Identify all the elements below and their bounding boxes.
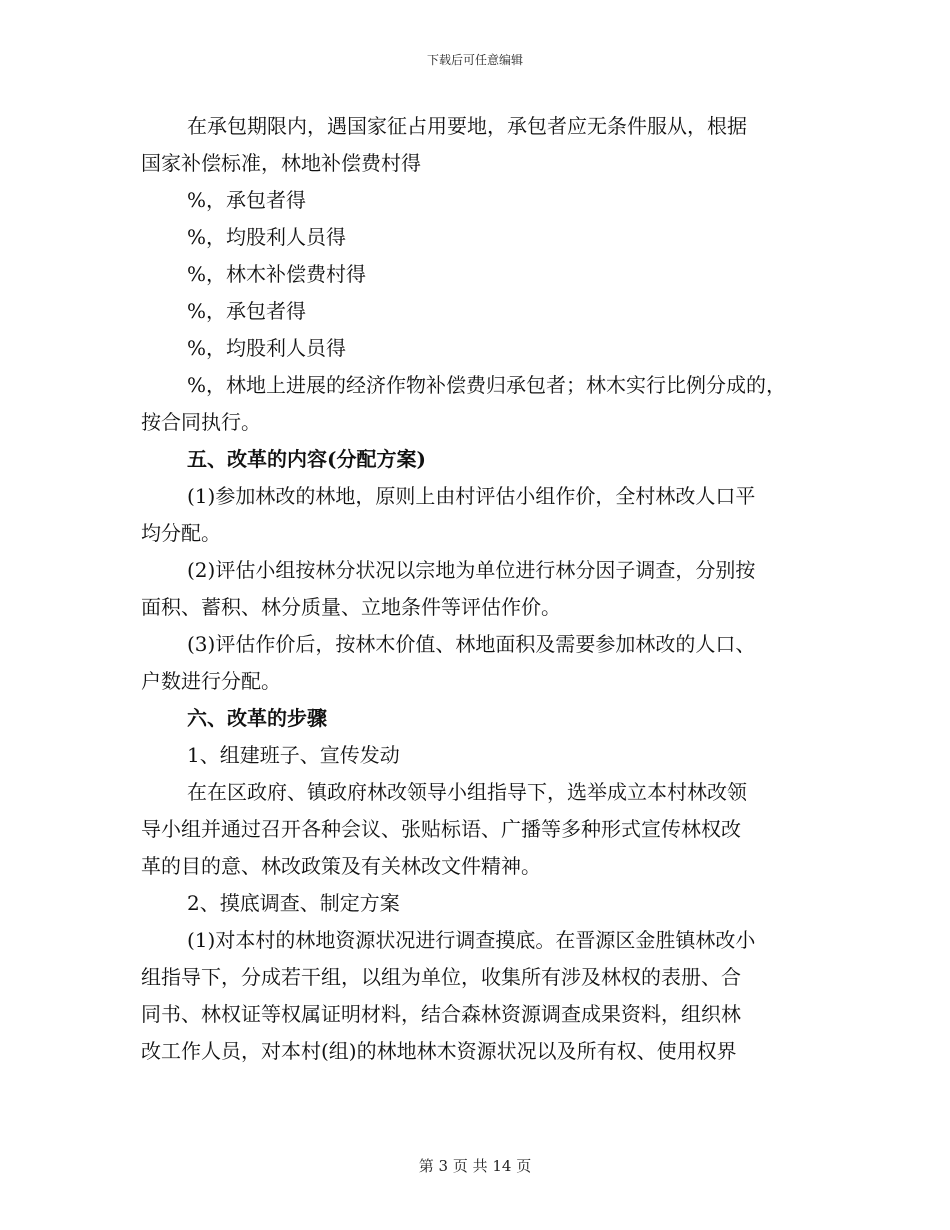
section-heading: 六、改革的步骤 xyxy=(187,706,327,730)
text-line: 户数进行分配。 xyxy=(141,669,281,693)
text-line: %，承包者得 xyxy=(187,188,307,212)
text-line: %，林木补偿费村得 xyxy=(187,262,367,286)
text-line: 在在区政府、镇政府林改领导小组指导下，选举成立本村林改领 xyxy=(187,780,747,804)
text-line: 国家补偿标准，林地补偿费村得 xyxy=(141,151,421,175)
page-footer: 第 3 页 共 14 页 xyxy=(418,1157,532,1175)
text-line: (2)评估小组按林分状况以宗地为单位进行林分因子调查，分别按 xyxy=(187,558,756,582)
document-body xyxy=(141,108,831,1070)
text-line: %，承包者得 xyxy=(187,299,307,323)
text-line: (1)参加林改的林地，原则上由村评估小组作价，全村林改人口平 xyxy=(187,484,756,508)
text-line: 在承包期限内，遇国家征占用要地，承包者应无条件服从，根据 xyxy=(187,114,747,138)
text-line: %，均股利人员得 xyxy=(187,225,347,249)
text-line: 改工作人员，对本村(组)的林地林木资源状况以及所有权、使用权界 xyxy=(141,1039,737,1063)
text-line: %，均股利人员得 xyxy=(187,336,347,360)
text-line: 组指导下，分成若干组，以组为单位，收集所有涉及林权的表册、合 xyxy=(141,965,741,989)
text-line: (3)评估作价后，按林木价值、林地面积及需要参加林改的人口、 xyxy=(187,632,756,656)
text-line: 均分配。 xyxy=(141,521,221,545)
text-line: 革的目的意、林改政策及有关林改文件精神。 xyxy=(141,854,541,878)
section-heading: 五、改革的内容(分配方案) xyxy=(187,447,426,471)
page-header: 下载后可任意编辑 xyxy=(426,53,523,67)
text-line: 同书、林权证等权属证明材料，结合森林资源调查成果资料，组织林 xyxy=(141,1002,741,1026)
text-line: 1、组建班子、宣传发动 xyxy=(187,743,400,767)
text-line: 2、摸底调查、制定方案 xyxy=(187,891,400,915)
text-line: 面积、蓄积、林分质量、立地条件等评估作价。 xyxy=(141,595,561,619)
text-line: (1)对本村的林地资源状况进行调查摸底。在晋源区金胜镇林改小 xyxy=(187,928,756,952)
text-line: 导小组并通过召开各种会议、张贴标语、广播等多种形式宣传林权改 xyxy=(141,817,741,841)
text-line: 按合同执行。 xyxy=(141,410,261,434)
text-line: %，林地上进展的经济作物补偿费归承包者；林木实行比例分成的， xyxy=(187,373,787,397)
